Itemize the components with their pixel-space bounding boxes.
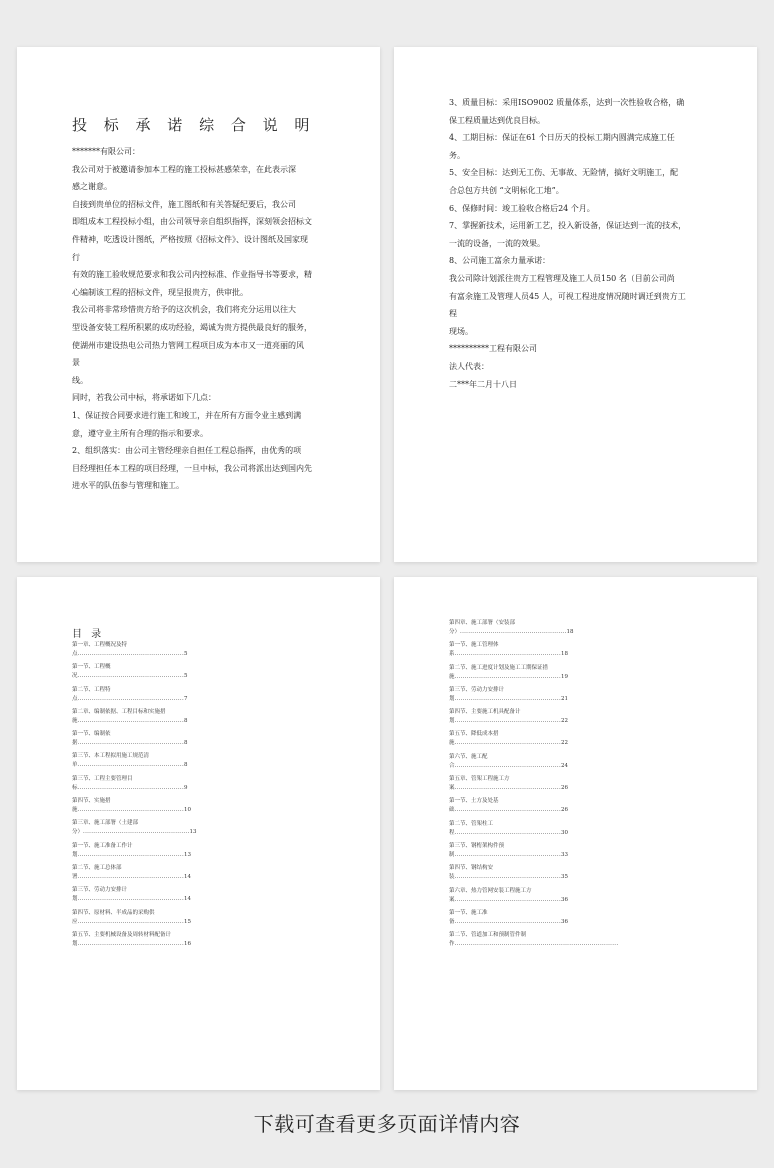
toc-entry-tail: 施 — [449, 740, 455, 747]
toc-entry-heading: 第四节、实施措 — [72, 798, 111, 805]
toc-page-number: 30 — [561, 829, 569, 836]
toc-entry-continuation — [449, 628, 704, 637]
toc-leader-dots: .................................................... — [77, 940, 185, 947]
toc-page-number: 5 — [184, 651, 188, 657]
toc-entry — [449, 842, 704, 860]
toc-leader-dots: .................................................... — [460, 629, 567, 635]
toc-entry-heading: 第四节、钢结构安 — [449, 865, 494, 872]
toc-leader-dots: .................................................... — [77, 673, 185, 680]
text-line: 保工程质量达到优良目标。 — [449, 115, 545, 125]
toc-entry-heading: 第四节、原材料、半成品的采购供 — [72, 909, 155, 916]
toc-entry-continuation — [72, 918, 327, 927]
toc-entry-continuation — [72, 851, 327, 860]
toc-entry-continuation — [449, 829, 704, 838]
toc-entry-continuation — [72, 695, 327, 704]
toc-leader-dots: .................................................... — [77, 762, 185, 769]
toc-entry-heading: 第二节、施工进度计划及施工工期保证措 — [449, 664, 549, 671]
page2-body — [449, 94, 719, 393]
toc-entry-tail: 据 — [72, 740, 78, 747]
toc-entry-continuation — [72, 672, 327, 681]
toc-entry-heading: 第五节、主要机械设备及周转材料配备计 — [72, 931, 172, 938]
toc-page-number: 13 — [189, 829, 197, 836]
text-line: 8、公司施工富余力量承诺： — [449, 256, 551, 266]
text-line: 件精神，吃透设计图纸，严格按照《招标文件》、设计图纸及国家现 — [72, 234, 308, 244]
toc-leader-dots: .................................................... — [77, 807, 185, 814]
toc-entry-continuation — [449, 784, 704, 793]
toc-entry-heading: 第一节、土方及处基 — [449, 798, 499, 805]
toc-leader-dots: .................................................... — [77, 918, 185, 925]
toc-entry — [72, 708, 327, 726]
toc-entry-heading: 第三节、劳动力安排计 — [449, 686, 505, 693]
toc-entry — [72, 931, 327, 949]
text-line: 务。 — [449, 150, 465, 160]
toc-entry — [449, 775, 704, 793]
toc-leader-dots: .................................................... — [454, 829, 562, 836]
text-line: 进水平的队伍参与管理和施工。 — [72, 481, 184, 491]
toc-entry — [72, 686, 327, 704]
toc-page-number: 16 — [184, 940, 192, 947]
text-line: 型设备安装工程所积累的成功经验，竭诚为贵方提供最良好的服务， — [72, 322, 312, 332]
toc-entry-heading: 第三节、本工程拟用施工规范清 — [72, 753, 150, 760]
toc-entry-tail: 施 — [72, 807, 78, 814]
toc-entry-tail: 础 — [449, 807, 455, 814]
toc-entry — [72, 641, 327, 659]
toc-entry-continuation — [449, 717, 704, 726]
toc-entry-continuation — [449, 673, 704, 682]
text-line: 现场。 — [449, 326, 473, 336]
toc-entry-tail: 划 — [72, 896, 78, 903]
toc-entry — [72, 730, 327, 748]
toc-entry-tail: 署 — [72, 873, 78, 880]
toc-entry — [449, 730, 704, 748]
text-line: 我公司除计划派往贵方工程管理及施工人员150 名（目前公司尚 — [449, 273, 675, 283]
toc-leader-dots: .................................................... — [77, 717, 185, 724]
toc-entry-continuation — [72, 784, 327, 793]
toc-entry-heading: 第一节、施工准 — [449, 909, 488, 916]
text-line: 意，遵守业主所有合理的指示和要求。 — [72, 428, 208, 438]
text-line: 5、安全目标：达到无工伤、无事故、无险情，搞好文明施工，配 — [449, 168, 679, 178]
toc-page-number: 22 — [561, 718, 569, 725]
download-more-caption: 下载可查看更多页面详情内容 — [253, 1112, 521, 1136]
toc-leader-dots: .................................................... — [454, 807, 562, 814]
text-line: 行 — [72, 252, 80, 262]
toc-entry — [449, 797, 704, 815]
toc-entry-tail: 点 — [72, 695, 78, 702]
toc-entry-tail: 案 — [449, 785, 455, 792]
toc-entry-tail: 划 — [72, 940, 78, 947]
toc-leader-dots: .................................................... — [454, 762, 562, 769]
toc-entry-continuation — [449, 940, 704, 949]
text-line: 我公司将非常珍惜贵方给予的这次机会，我们将充分运用以往大 — [72, 305, 296, 315]
toc-leader-dots: .................................................... — [454, 851, 562, 858]
toc-entry-tail: 装 — [449, 874, 455, 881]
toc-entry — [449, 686, 704, 704]
toc-leader-dots: .................................................... — [77, 873, 185, 880]
text-line: 程 — [449, 309, 457, 319]
toc-leader-dots: .................................................... — [77, 695, 185, 702]
text-line: 我公司对于被邀请参加本工程的施工投标甚感荣幸，在此表示深 — [72, 164, 296, 174]
toc-entry-tail: 划 — [449, 695, 455, 702]
toc-entry — [449, 820, 704, 838]
toc-entry-continuation — [449, 851, 704, 860]
toc-entry — [449, 753, 704, 771]
text-line: 即组成本工程投标小组，由公司领导亲自组织指挥，深刻领会招标文 — [72, 217, 312, 227]
text-line: 7、掌握新技术，运用新工艺，投入新设备，保证达到一流的技术， — [449, 221, 687, 231]
text-line: 法人代表： — [449, 361, 489, 371]
toc-page-number: 5 — [184, 673, 188, 680]
toc-page-number: 26 — [561, 807, 569, 814]
text-line: 使湖州市建设热电公司热力管网工程项目成为本市又一道亮丽的风 — [72, 340, 304, 350]
toc-leader-dots: .................................................... — [454, 740, 562, 747]
toc-entry-continuation — [449, 896, 704, 905]
toc-page-number: 7 — [184, 695, 188, 702]
toc-entry-continuation — [72, 650, 327, 659]
toc-leader-dots: ................................................................................ — [454, 941, 619, 948]
toc-entry-tail: 标 — [72, 784, 78, 791]
toc-entry — [449, 664, 704, 682]
toc-entry — [72, 819, 327, 837]
document-page-3 — [17, 577, 380, 1090]
toc-leader-dots: .................................................... — [77, 651, 185, 657]
text-line: 一流的设备，一流的效果。 — [449, 238, 545, 248]
toc-page-number: 13 — [184, 851, 192, 858]
text-line: 景 — [72, 358, 80, 368]
toc-entry-tail: 施 — [449, 673, 455, 680]
toc-entry-continuation — [449, 695, 704, 704]
toc-page-number: 9 — [184, 784, 188, 791]
text-line: **********工程有限公司 — [449, 344, 537, 354]
toc-entry — [72, 842, 327, 860]
toc-leader-dots: .................................................... — [454, 874, 562, 881]
toc-entry — [449, 931, 704, 949]
toc-entry-tail: 点 — [72, 651, 78, 657]
toc-page-number: 18 — [561, 651, 569, 658]
toc-entry-tail: 制 — [449, 851, 455, 858]
text-line: 1、保证按合同要求进行施工和竣工，并在所有方面令业主感到满 — [72, 410, 302, 420]
toc-page-number: 14 — [184, 873, 192, 880]
toc-page-number: 22 — [561, 740, 569, 747]
toc-entry — [449, 641, 704, 659]
toc-entry — [72, 909, 327, 927]
toc-entry-tail: 合 — [449, 762, 455, 769]
toc-leader-dots: .................................................... — [77, 784, 185, 791]
toc-entry-tail: 程 — [449, 829, 455, 836]
toc-entry-tail: 应 — [72, 918, 78, 925]
toc-entry — [449, 909, 704, 927]
toc-leader-dots: .................................................... — [454, 896, 562, 903]
toc-entry-tail: 案 — [449, 896, 455, 903]
text-line: 3、质量目标：采用ISO9002 质量体系，达到一次性验收合格，确 — [449, 98, 685, 107]
toc-entry — [72, 663, 327, 681]
toc-entry-continuation — [72, 717, 327, 726]
text-line: 合总包方共创 “文明标化工地”。 — [449, 185, 564, 195]
text-line: 有效的施工验收规范要求和我公司内控标准、作业指导书等要求，精 — [72, 270, 312, 280]
toc-leader-dots: .................................................... — [454, 918, 562, 925]
toc-page-number: 36 — [561, 896, 569, 903]
toc-entry-heading: 第二节、管道加工和预制管件制 — [449, 932, 527, 939]
text-line: *******有限公司： — [72, 147, 140, 156]
toc-entry-heading: 第六章、热力管网安装工程施工方 — [449, 887, 532, 894]
text-line: 二***年二月十八日 — [449, 379, 517, 389]
toc-entry-continuation — [449, 873, 704, 882]
toc-leader-dots: .................................................... — [77, 740, 185, 747]
toc-entry-heading: 第一节、施工管理体 — [449, 642, 499, 649]
toc-entry-tail: 作 — [449, 941, 455, 948]
text-line: 有富余施工及管理人员45 人，可视工程进度情况随时调迁到贵方工 — [449, 291, 686, 301]
toc-page-number: 14 — [184, 896, 192, 903]
toc-entry — [72, 775, 327, 793]
toc-entry — [72, 752, 327, 770]
toc-entry-continuation — [72, 828, 327, 837]
toc-entry-tail: 单 — [72, 762, 78, 769]
toc-entry-heading: 第三节、工程主要管理目 — [72, 775, 133, 782]
toc-page-number: 10 — [184, 807, 192, 814]
toc-entry-heading: 第六节、施工配 — [449, 753, 488, 760]
toc-entry-heading: 第二章、编制依据、工程目标和实施措 — [72, 708, 166, 715]
document-page-1 — [17, 47, 380, 562]
table-of-contents — [449, 619, 704, 953]
toc-leader-dots: .................................................... — [77, 851, 185, 858]
toc-entry-continuation — [72, 761, 327, 770]
document-title: 投 标 承 诺 综 合 说 明 — [72, 116, 316, 134]
toc-entry-heading: 第二节、施工总体部 — [72, 864, 122, 871]
text-line: 心编制该工程的招标文件，现呈报贵方，供审批。 — [72, 287, 248, 297]
text-line: 6、保修时间：竣工验收合格后24 个月。 — [449, 203, 595, 213]
toc-leader-dots: .................................................... — [454, 651, 562, 658]
toc-page-number: 8 — [184, 762, 188, 769]
toc-leader-dots: .................................................... — [454, 718, 562, 725]
toc-entry-continuation — [72, 806, 327, 815]
toc-page-number: 35 — [561, 874, 569, 881]
page1-body — [72, 143, 342, 495]
toc-entry-heading: 第二节、管架柱工 — [449, 820, 494, 827]
text-line: 感之谢意。 — [72, 182, 112, 192]
toc-entry-heading: 第三节、劳动力安排计 — [72, 887, 128, 894]
toc-entry-continuation — [72, 739, 327, 748]
toc-page-number: 33 — [561, 851, 569, 858]
text-line: 线。 — [72, 375, 88, 385]
toc-entry-continuation — [72, 940, 327, 949]
toc-entry — [449, 708, 704, 726]
toc-title: 目 录 — [72, 629, 105, 640]
toc-leader-dots: .................................................... — [454, 785, 562, 792]
toc-entry-continuation — [449, 739, 704, 748]
toc-page-number: 18 — [566, 629, 574, 635]
text-line: 2、组织落实：由公司主管经理亲自担任工程总指挥，由优秀的项 — [72, 446, 302, 456]
table-of-contents — [72, 641, 327, 953]
toc-leader-dots: .................................................... — [454, 695, 562, 702]
toc-entry-tail: 划 — [72, 851, 78, 858]
toc-entry-tail: 备 — [449, 918, 455, 925]
toc-leader-dots: .................................................... — [83, 829, 190, 836]
toc-entry-heading: 第三节、钢桁架构件预 — [449, 842, 505, 849]
toc-entry-continuation — [449, 806, 704, 815]
toc-entry — [449, 887, 704, 905]
toc-entry-heading: 第五章、管架工程施工方 — [449, 776, 510, 783]
toc-entry-heading: 第二节、工程特 — [72, 686, 111, 693]
toc-entry-tail: 分） — [449, 629, 461, 635]
text-line: 4、工期目标：保证在61 个日历天的投标工期内圆满完成施工任 — [449, 133, 675, 143]
toc-entry — [72, 864, 327, 882]
text-line: 目经理担任本工程的项目经理，一旦中标，我公司将派出达到国内先 — [72, 463, 312, 473]
toc-entry — [72, 886, 327, 904]
toc-entry-tail: 施 — [72, 717, 78, 724]
toc-entry-heading: 第五节、降低成本措 — [449, 731, 499, 738]
toc-entry — [449, 864, 704, 882]
toc-page-number: 26 — [561, 785, 569, 792]
toc-entry-continuation — [72, 895, 327, 904]
toc-leader-dots: .................................................... — [77, 896, 185, 903]
toc-entry — [449, 619, 704, 637]
toc-page-number: 8 — [184, 717, 188, 724]
toc-entry-continuation — [449, 650, 704, 659]
toc-page-number: 15 — [184, 918, 192, 925]
toc-page-number: 36 — [561, 918, 569, 925]
toc-entry-continuation — [72, 873, 327, 882]
toc-entry-heading: 第一节、施工准备工作计 — [72, 842, 133, 849]
toc-page-number: 8 — [184, 740, 188, 747]
document-page-2 — [394, 47, 757, 562]
toc-entry-heading: 第一节、工程概 — [72, 664, 111, 671]
toc-entry-heading: 第一节、编制依 — [72, 731, 111, 738]
toc-entry-heading: 第四章、施工部署（安装部 — [449, 620, 516, 626]
text-line: 自接到贵单位的招标文件，施工图纸和有关答疑纪要后，我公司 — [72, 199, 296, 209]
toc-entry-continuation — [449, 762, 704, 771]
toc-entry-tail: 系 — [449, 651, 455, 658]
toc-page-number: 24 — [561, 762, 569, 769]
toc-page-number: 19 — [561, 673, 569, 680]
text-line: 同时，若我公司中标，将承诺如下几点： — [72, 393, 216, 403]
toc-entry-tail: 划 — [449, 718, 455, 725]
toc-entry-heading: 第四节、主要施工机具配备计 — [449, 709, 521, 716]
toc-entry-heading: 第一章、工程概况及特 — [72, 642, 128, 648]
document-page-4 — [394, 577, 757, 1090]
toc-entry-heading: 第三章、施工部署（土建部 — [72, 820, 139, 827]
toc-entry-tail: 分） — [72, 829, 84, 836]
toc-entry-continuation — [449, 918, 704, 927]
toc-page-number: 21 — [561, 695, 569, 702]
toc-entry-tail: 况 — [72, 673, 78, 680]
toc-entry — [72, 797, 327, 815]
toc-leader-dots: .................................................... — [454, 673, 562, 680]
